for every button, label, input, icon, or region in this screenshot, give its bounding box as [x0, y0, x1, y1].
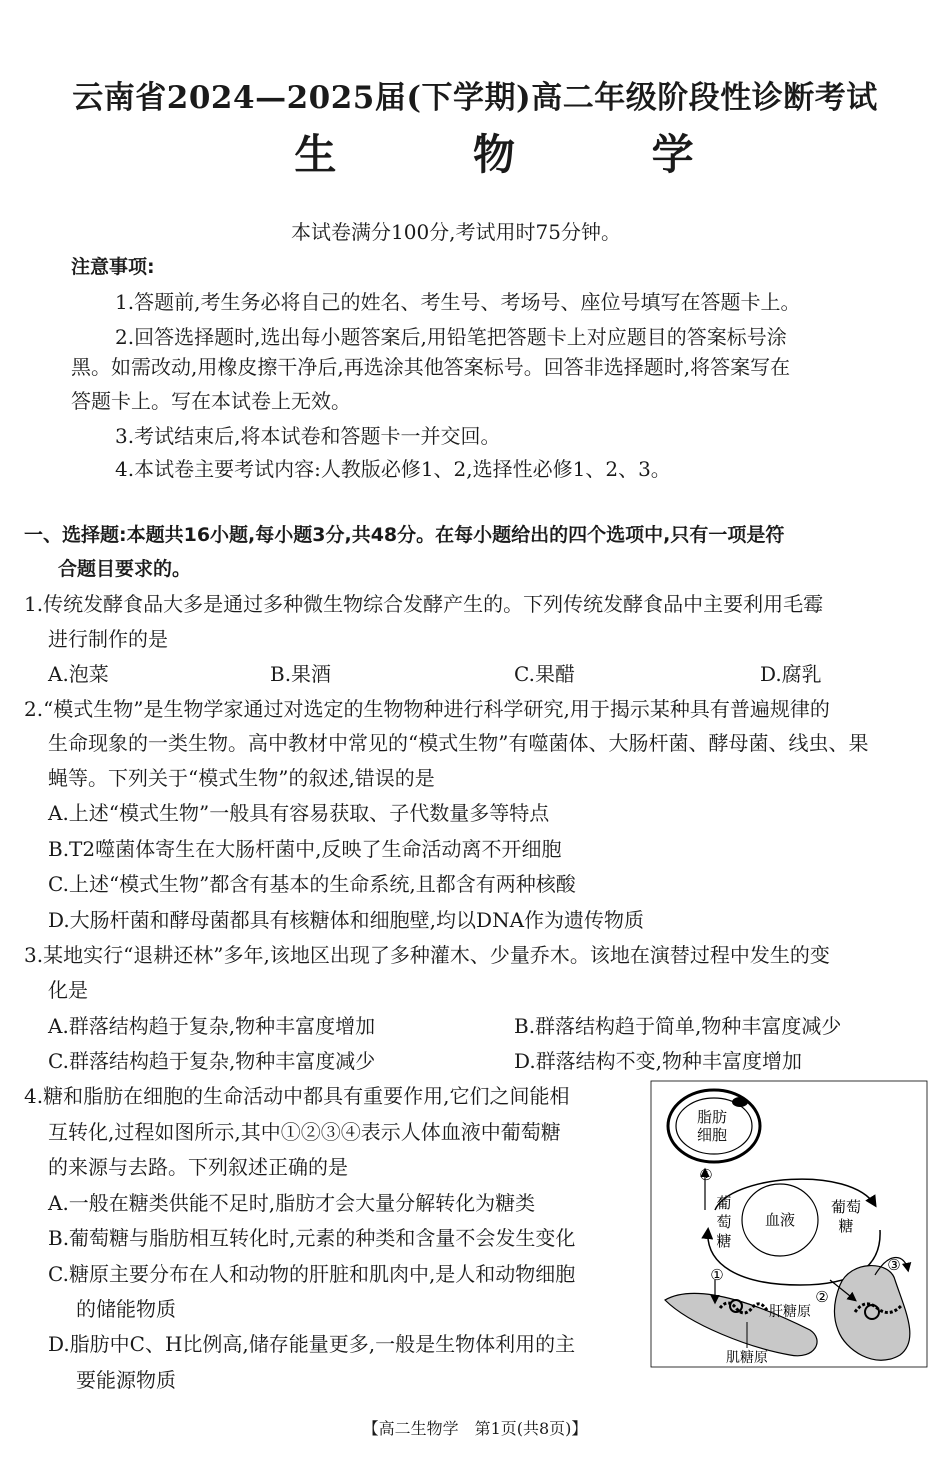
- glucose-right-1: 葡萄: [830, 1198, 862, 1216]
- notice-item-4: 4.本试卷主要考试内容:人教版必修1、2,选择性必修1、2、3。: [115, 457, 671, 481]
- q2-stem-cont: 生命现象的一类生物。高中教材中常见的“模式生物”有噬菌体、大肠杆菌、酵母菌、线虫、果: [48, 731, 869, 755]
- subject-title: 生 物 学: [294, 130, 732, 179]
- blood-label: 血液: [764, 1211, 796, 1229]
- muscle-glycogen-label: 肌糖原: [726, 1350, 768, 1366]
- q2-option-c: C.上述“模式生物”都含有基本的生命系统,且都含有两种核酸: [48, 872, 576, 896]
- page-footer: 【高二生物学 第1页(共8页)】: [362, 1419, 588, 1438]
- section-heading: 一、选择题:本题共16小题,每小题3分,共48分。在每小题给出的四个选项中,只有一项是符: [24, 524, 785, 546]
- notice-item-1: 1.答题前,考生务必将自己的姓名、考生号、考场号、座位号填写在答题卡上。: [115, 290, 801, 314]
- label-4: ④: [699, 1166, 713, 1184]
- q3-option-d: D.群落结构不变,物种丰富度增加: [514, 1049, 803, 1073]
- q4-option-c-cont: 的储能物质: [76, 1297, 176, 1321]
- q3-option-c: C.群落结构趋于复杂,物种丰富度减少: [48, 1049, 376, 1073]
- glucose-left-1: 葡: [716, 1194, 732, 1212]
- q2-option-b: B.T2噬菌体寄生在大肠杆菌中,反映了生命活动离不开细胞: [48, 837, 562, 861]
- q4-option-d-cont: 要能源物质: [76, 1368, 176, 1392]
- q3-stem-cont: 化是: [48, 978, 88, 1002]
- q2-stem-cont2: 蝇等。下列关于“模式生物”的叙述,错误的是: [48, 766, 435, 790]
- fat-cell-nucleus: [732, 1097, 748, 1107]
- exam-title: 云南省2024—2025届(下学期)高二年级阶段性诊断考试: [72, 80, 878, 116]
- q1-stem: 1.传统发酵食品大多是通过多种微生物综合发酵产生的。下列传统发酵食品中主要利用毛霉: [24, 592, 824, 616]
- exam-info: 本试卷满分100分,考试用时75分钟。: [291, 220, 621, 244]
- q1-option-c: C.果醋: [514, 662, 575, 686]
- glucose-right-2: 糖: [838, 1217, 854, 1235]
- glucose-fat-diagram: [650, 1080, 930, 1370]
- label-1: ①: [710, 1266, 724, 1284]
- glucose-left-3: 糖: [716, 1232, 732, 1250]
- fat-cell-label-1: 脂肪: [696, 1108, 728, 1126]
- label-2: ②: [815, 1288, 829, 1306]
- q4-stem-cont: 互转化,过程如图所示,其中①②③④表示人体血液中葡萄糖: [48, 1120, 561, 1144]
- liver-glycogen-label: 肝糖原: [769, 1304, 811, 1320]
- q4-option-b: B.葡萄糖与脂肪相互转化时,元素的种类和含量不会发生变化: [48, 1226, 576, 1250]
- q2-stem: 2.“模式生物”是生物学家通过对选定的生物物种进行科学研究,用于揭示某种具有普遍规律的: [24, 697, 830, 721]
- q1-option-a: A.泡菜: [48, 662, 109, 686]
- fat-cell-label-2: 细胞: [696, 1126, 728, 1144]
- q1-stem-cont: 进行制作的是: [48, 627, 168, 651]
- label-3: ③: [887, 1256, 901, 1274]
- q3-option-b: B.群落结构趋于简单,物种丰富度减少: [514, 1014, 842, 1038]
- notice-item-2-cont2: 答题卡上。写在本试卷上无效。: [71, 389, 351, 413]
- q2-option-a: A.上述“模式生物”一般具有容易获取、子代数量多等特点: [48, 801, 550, 825]
- q2-option-d: D.大肠杆菌和酵母菌都具有核糖体和细胞壁,均以DNA作为遗传物质: [48, 908, 645, 932]
- q1-option-d: D.腐乳: [760, 662, 822, 686]
- q4-option-a: A.一般在糖类供能不足时,脂肪才会大量分解转化为糖类: [48, 1191, 536, 1215]
- q4-stem-cont2: 的来源与去路。下列叙述正确的是: [48, 1155, 348, 1179]
- section-heading-cont: 合题目要求的。: [58, 558, 192, 580]
- q4-stem: 4.糖和脂肪在细胞的生命活动中都具有重要作用,它们之间能相: [24, 1084, 570, 1108]
- q3-option-a: A.群落结构趋于复杂,物种丰富度增加: [48, 1014, 376, 1038]
- notice-item-2: 2.回答选择题时,选出每小题答案后,用铅笔把答题卡上对应题目的答案标号涂: [115, 325, 787, 349]
- q4-option-d: D.脂肪中C、H比例高,储存能量更多,一般是生物体利用的主: [48, 1332, 576, 1356]
- q3-stem: 3.某地实行“退耕还林”多年,该地区出现了多种灌木、少量乔木。该地在演替过程中发生的变: [24, 943, 830, 967]
- glucose-left-2: 萄: [716, 1213, 732, 1231]
- liver-cell: [834, 1266, 909, 1361]
- q1-option-b: B.果酒: [270, 662, 332, 686]
- notice-heading: 注意事项:: [71, 256, 155, 278]
- notice-item-2-cont: 黑。如需改动,用橡皮擦干净后,再选涂其他答案标号。回答非选择题时,将答案写在: [71, 355, 791, 379]
- q4-option-c: C.糖原主要分布在人和动物的肝脏和肌肉中,是人和动物细胞: [48, 1262, 576, 1286]
- notice-item-3: 3.考试结束后,将本试卷和答题卡一并交回。: [115, 424, 501, 448]
